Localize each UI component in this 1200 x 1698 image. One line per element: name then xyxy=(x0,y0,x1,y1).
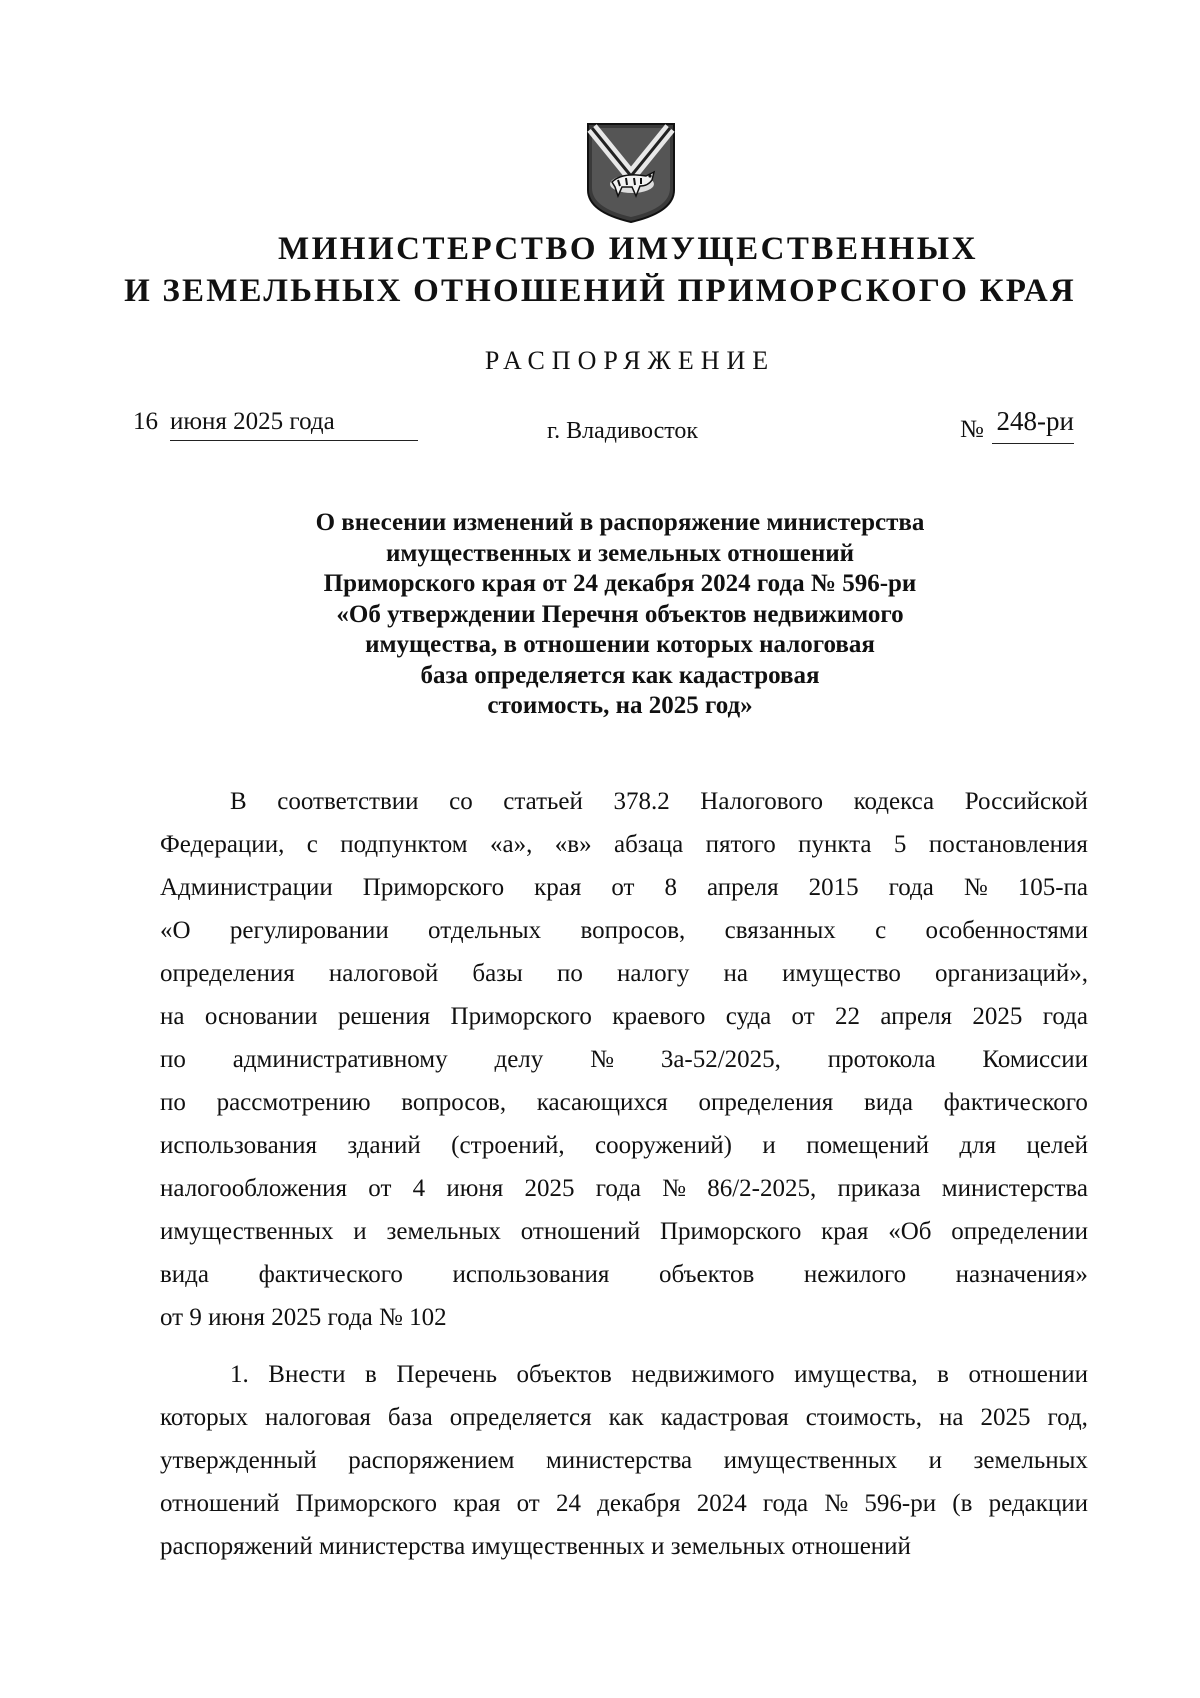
ministry-name-line-1: МИНИСТЕРСТВО ИМУЩЕСТВЕННЫХ xyxy=(277,231,979,267)
number-sign: № xyxy=(960,416,984,443)
ministry-name-line-2: И ЗЕМЕЛЬНЫХ ОТНОШЕНИЙ ПРИМОРСКОГО КРАЯ xyxy=(124,273,1076,309)
text-line: которых налоговая база определяется как кадастровая стоимость, на 2025 год, xyxy=(160,1404,1088,1431)
text-line: «О регулировании отдельных вопросов, связанных с особенностями xyxy=(160,917,1088,944)
text-line: 1. Внести в Перечень объектов недвижимого имущества, в отношении xyxy=(230,1361,1088,1388)
text-line: Администрации Приморского края от 8 апреля 2015 года № 105-па xyxy=(160,874,1088,901)
text-line: налогообложения от 4 июня 2025 года № 86/2-2025, приказа министерства xyxy=(160,1175,1088,1202)
subject-line: «Об утверждении Перечня объектов недвижимого xyxy=(336,600,904,628)
coat-of-arms-icon xyxy=(578,116,684,224)
text-line: распоряжений министерства имущественных и земельных отношений xyxy=(160,1533,911,1560)
preamble-paragraph xyxy=(160,780,1088,1339)
text-line: утвержденный распоряжением министерства имущественных и земельных xyxy=(160,1447,1088,1474)
text-line: Федерации, с подпунктом «а», «в» абзаца пятого пункта 5 постановления xyxy=(160,831,1088,858)
subject-line: база определяется как кадастровая xyxy=(420,661,820,689)
text-line: имущественных и земельных отношений Приморского края «Об определении xyxy=(160,1218,1088,1245)
city: г. Владивосток xyxy=(547,418,699,444)
document-number: 248-ри xyxy=(992,406,1074,444)
item-1-paragraph xyxy=(160,1353,1088,1568)
text-line: на основании решения Приморского краевого суда от 22 апреля 2025 года xyxy=(160,1003,1088,1030)
text-line: В соответствии со статьей 378.2 Налогового кодекса Российской xyxy=(230,788,1088,815)
text-line: отношений Приморского края от 24 декабря 2024 года № 596-ри (в редакции xyxy=(160,1490,1088,1517)
subject-line: Приморского края от 24 декабря 2024 года № 596-ри xyxy=(323,570,917,597)
subject-line: имущества, в отношении которых налоговая xyxy=(365,631,875,658)
text-line: вида фактического использования объектов нежилого назначения» xyxy=(160,1261,1088,1288)
date-month-year: июня 2025 года xyxy=(170,408,418,441)
subject-line: стоимость, на 2025 год» xyxy=(487,692,753,719)
subject-line: имущественных и земельных отношений xyxy=(385,539,855,567)
text-line: от 9 июня 2025 года № 102 xyxy=(160,1304,447,1331)
document-type: РАСПОРЯЖЕНИЕ xyxy=(484,346,776,375)
document-subject xyxy=(250,508,990,722)
text-line: определения налоговой базы по налогу на имущество организаций», xyxy=(160,960,1088,987)
text-line: использования зданий (строений, сооружений) и помещений для целей xyxy=(160,1132,1088,1159)
subject-line: О внесении изменений в распоряжение министерства xyxy=(315,509,925,536)
date-day: 16 xyxy=(133,408,158,435)
text-line: по административному делу № 3а-52/2025, протокола Комиссии xyxy=(160,1046,1088,1073)
text-line: по рассмотрению вопросов, касающихся определения вида фактического xyxy=(160,1089,1088,1116)
